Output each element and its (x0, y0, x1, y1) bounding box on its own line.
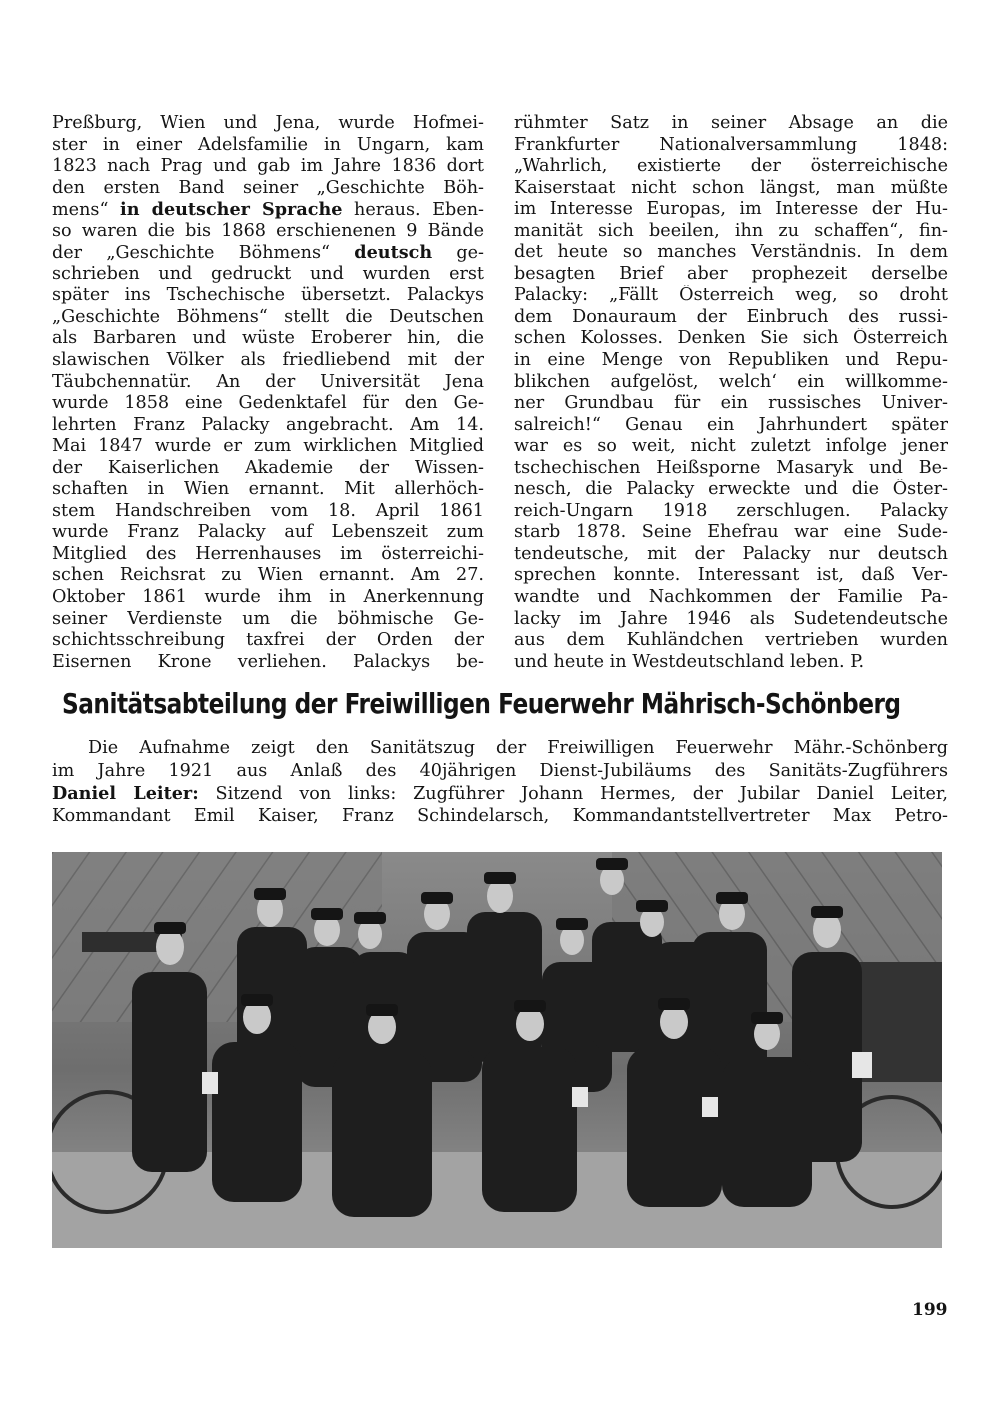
text-line: Mai 1847 wurde er zum wirklichen Mitglied (52, 436, 484, 457)
caption-line: im Jahre 1921 aus Anlaß des 40jährigen Dienst-Jubiläums des Sanitäts-Zugführers (52, 760, 948, 781)
text-segment: heraus. Eben- (342, 200, 484, 221)
text-line: Kaiserstaat nicht schon längst, man müßte (514, 177, 948, 198)
right-column (514, 113, 948, 673)
text-line: ner Grundbau für ein russisches Univer- (514, 393, 948, 414)
text-line: Oktober 1861 wurde ihm in Anerkennung (52, 587, 484, 608)
text-line: Palacky: „Fällt Österreich weg, so droht (514, 285, 948, 306)
page-number: 199 (912, 1300, 948, 1320)
text-line: sprechen konnte. Interessant ist, daß Ver- (514, 565, 948, 586)
text-line: „Wahrlich, existierte der österreichische (514, 156, 948, 177)
text-line: salreich!“ Genau ein Jahrhundert später (514, 414, 948, 435)
text-line: nesch, die Palacky erweckte und die Öster- (514, 479, 948, 500)
emphasis-text: deutsch (354, 242, 433, 264)
text-line: Täubchennatür. An der Universität Jena (52, 371, 484, 392)
text-line: schen Reichsrat zu Wien ernannt. Am 27. (52, 565, 484, 586)
text-line: besagten Brief aber prophezeit derselbe (514, 263, 948, 284)
text-line: wurde 1858 eine Gedenktafel für den Ge- (52, 393, 484, 414)
text-segment: ge- (432, 243, 484, 264)
text-line: Preßburg, Wien und Jena, wurde Hofmei- (52, 113, 484, 133)
text-line: slawischen Völker als friedliebend mit der (52, 350, 484, 371)
text-line: den ersten Band seiner „Geschichte Böh- (52, 177, 484, 198)
text-line: tendeutsche, mit der Palacky nur deutsch (514, 543, 948, 564)
text-line: im Interesse Europas, im Interesse der Hu- (514, 199, 948, 220)
text-line: reich-Ungarn 1918 zerschlugen. Palacky (514, 500, 948, 521)
text-line: schrieben und gedruckt und wurden erst (52, 263, 484, 284)
text-line (52, 199, 484, 221)
text-line: dem Donauraum der Einbruch des russi- (514, 306, 948, 327)
text-line: aus dem Kuhländchen vertrieben wurden (514, 630, 948, 651)
text-line: schaften in Wien ernannt. Mit allerhöch- (52, 479, 484, 500)
text-line: lacky im Jahre 1946 als Sudetendeutsche (514, 608, 948, 629)
caption-line: Kommandant Emil Kaiser, Franz Schindelarsch, Kommandantstellvertreter Max Petro- (52, 806, 948, 827)
text-line: Eisernen Krone verliehen. Palackys be- (52, 651, 484, 672)
photo-caption (52, 737, 948, 828)
text-line: in eine Menge von Republiken und Repu- (514, 350, 948, 371)
group-photograph (52, 852, 942, 1248)
left-column (52, 113, 484, 673)
text-line: als Barbaren und wüste Eroberer hin, die (52, 328, 484, 349)
text-line: wurde Franz Palacky auf Lebenszeit zum (52, 522, 484, 543)
text-line: Frankfurter Nationalversammlung 1848: (514, 134, 948, 155)
caption-line (52, 783, 948, 806)
text-line: ster in einer Adelsfamilie in Ungarn, kam (52, 134, 484, 155)
emphasis-text: in deutscher Sprache (120, 199, 343, 221)
text-line: schichtsschreibung taxfrei der Orden der (52, 630, 484, 651)
text-line: so waren die bis 1868 erschienenen 9 Bände (52, 220, 484, 241)
text-segment: der „Geschichte Böhmens“ (52, 243, 355, 264)
text-line: manität sich beeilen, ihn zu schaffen“, fin- (514, 220, 948, 241)
emphasis-text: Daniel Leiter: (52, 782, 199, 804)
text-segment: Sitzend von links: Zugführer Johann Hermes, der Jubilar Daniel Leiter, (198, 783, 948, 804)
text-segment: mens“ (52, 200, 121, 221)
text-line: später ins Tschechische übersetzt. Palackys (52, 285, 484, 306)
text-line: der Kaiserlichen Akademie der Wissen- (52, 457, 484, 478)
text-line: 1823 nach Prag und gab im Jahre 1836 dort (52, 156, 484, 177)
text-line: det heute so manches Verständnis. In dem (514, 242, 948, 263)
text-line: „Geschichte Böhmens“ stellt die Deutschen (52, 306, 484, 327)
text-line (52, 242, 484, 264)
text-line: tschechischen Heißsporne Masaryk und Be- (514, 457, 948, 478)
photo-illustration (52, 852, 942, 1248)
text-line: lehrten Franz Palacky angebracht. Am 14. (52, 414, 484, 435)
text-line: und heute in Westdeutschland leben. P. (514, 651, 865, 672)
text-line: Mitglied des Herrenhauses im österreichi- (52, 543, 484, 564)
caption-line: Die Aufnahme zeigt den Sanitätszug der Freiwilligen Feuerwehr Mähr.-Schönberg (88, 738, 948, 758)
text-line: schen Kolosses. Denken Sie sich Österreich (514, 328, 948, 349)
text-line: rühmter Satz in seiner Absage an die (514, 113, 948, 133)
article-headline: Sanitätsabteilung der Freiwilligen Feuerwehr Mährisch-Schönberg (62, 687, 901, 720)
text-line: starb 1878. Seine Ehefrau war eine Sude- (514, 522, 948, 543)
text-line: seiner Verdienste um die böhmische Ge- (52, 608, 484, 629)
text-line: stem Handschreiben vom 18. April 1861 (52, 500, 484, 521)
text-line: blikchen aufgelöst, welch‘ ein willkomme- (514, 371, 948, 392)
text-line: wandte und Nachkommen der Familie Pa- (514, 587, 948, 608)
text-line: war es so weit, nicht zuletzt infolge jener (514, 436, 948, 457)
